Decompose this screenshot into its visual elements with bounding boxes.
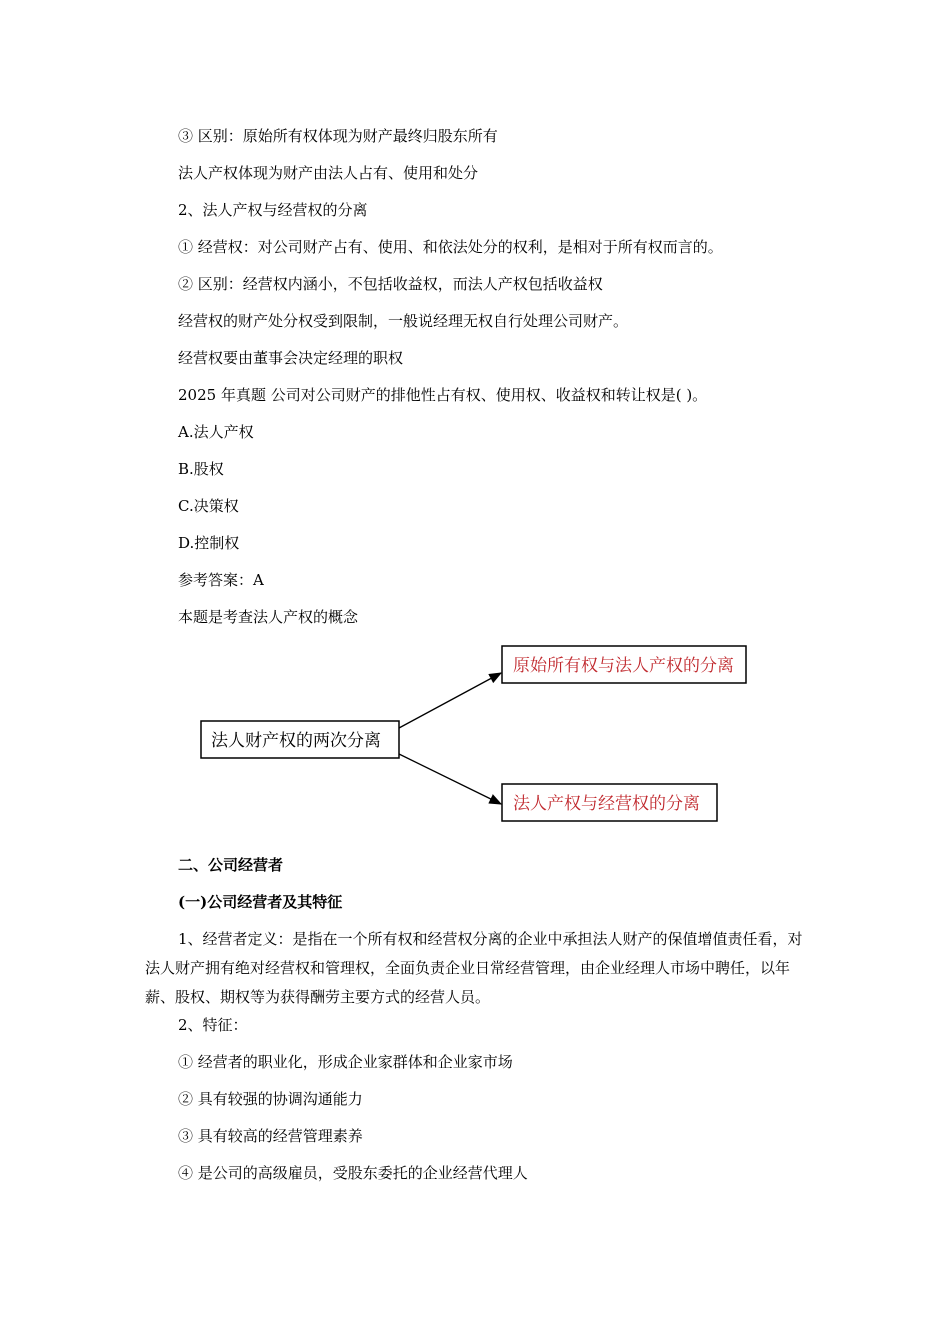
arrow-to-bottom	[399, 754, 501, 804]
feature-item: ② 具有较强的协调沟通能力	[178, 1090, 363, 1108]
line-6: 经营权的财产处分权受到限制，一般说经理无权自行处理公司财产。	[178, 312, 629, 330]
line-4: ① 经营权：对公司财产占有、使用、和依法处分的权利，是相对于所有权而言的。	[178, 238, 723, 256]
answer-line: 参考答案：A	[178, 571, 264, 589]
features-title: 2、特征：	[178, 1016, 248, 1034]
feature-item: ④ 是公司的高级雇员，受股东委托的企业经营代理人	[178, 1164, 528, 1182]
option-c: C.决策权	[178, 497, 239, 515]
diagram-bottom-box	[502, 784, 717, 821]
diagram-source-box	[201, 721, 399, 758]
feature-item: ① 经营者的职业化，形成企业家群体和企业家市场	[178, 1053, 513, 1071]
line-5: ② 区别：经营权内涵小，不包括收益权，而法人产权包括收益权	[178, 275, 603, 293]
separation-diagram	[195, 638, 755, 828]
option-d: D.控制权	[178, 534, 240, 552]
diagram-bottom-label: 法人产权与经营权的分离	[513, 794, 700, 814]
explanation-line: 本题是考查法人产权的概念	[178, 608, 359, 626]
section-subheading: (一)公司经营者及其特征	[178, 893, 343, 911]
diagram-top-label: 原始所有权与法人产权的分离	[513, 656, 734, 676]
feature-item: ③ 具有较高的经营管理素养	[178, 1127, 363, 1145]
diagram-top-box	[502, 646, 746, 683]
definition-paragraph: 1、经营者定义：是指在一个所有权和经营权分离的企业中承担法人财产的保值增值责任看，对法人财产拥有绝对经营权和管理权，全面负责企业日常经营管理，由企业经理人市场中聘任，以年薪、股权、期权等为获得酬劳主要方式的经营人员。	[145, 930, 803, 1006]
question-line: 2025 年真题 公司对公司财产的排他性占有权、使用权、收益权和转让权是( )。	[178, 386, 708, 404]
diagram-source-label: 法人财产权的两次分离	[211, 731, 381, 751]
line-2: 法人产权体现为财产由法人占有、使用和处分	[178, 164, 479, 182]
option-a: A.法人产权	[178, 423, 254, 441]
line-7: 经营权要由董事会决定经理的职权	[178, 349, 404, 367]
arrow-to-top	[399, 673, 501, 728]
option-b: B.股权	[178, 460, 224, 478]
section-heading: 二、公司经营者	[178, 856, 284, 874]
line-3: 2、法人产权与经营权的分离	[178, 201, 368, 219]
line-1: ③ 区别：原始所有权体现为财产最终归股东所有	[178, 127, 498, 145]
